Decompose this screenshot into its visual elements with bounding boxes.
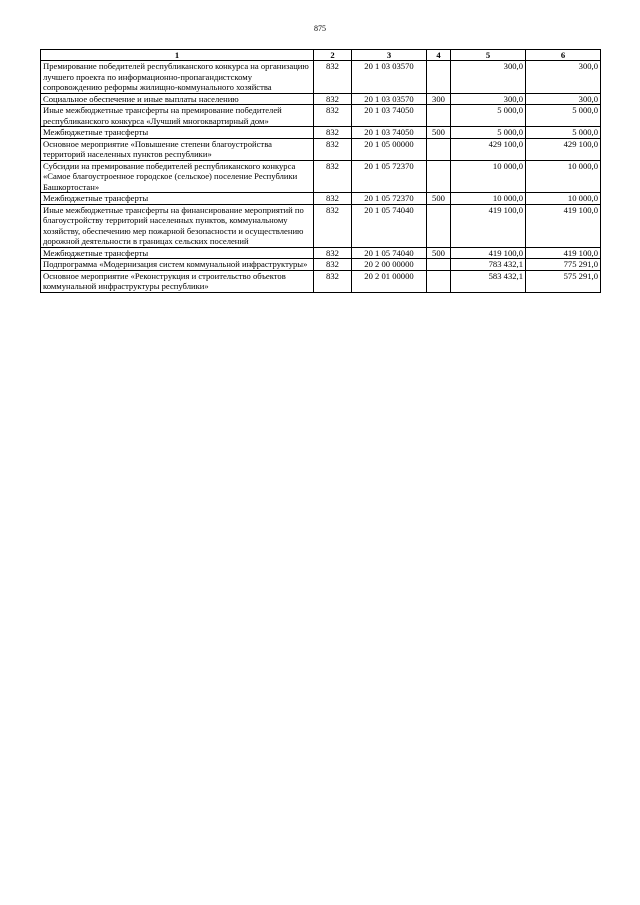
row-expense-type-cell: 300: [427, 93, 451, 105]
row-name-cell: Основное мероприятие «Реконструкция и строительство объектов коммунальной инфраструктуры республики»: [41, 270, 314, 292]
row-target-code-cell: 20 1 05 74040: [352, 247, 427, 259]
table-row: [41, 105, 601, 127]
row-name-cell: Межбюджетные трансферты: [41, 127, 314, 139]
row-target-code-cell: 20 1 05 00000: [352, 138, 427, 160]
row-ved-code-cell: 832: [314, 270, 352, 292]
table-row: [41, 259, 601, 271]
row-amount-col6-cell: 5 000,0: [526, 105, 601, 127]
row-ved-code-cell: 832: [314, 138, 352, 160]
table-row: [41, 193, 601, 205]
page-number: 875: [314, 24, 326, 33]
row-expense-type-cell: [427, 105, 451, 127]
row-name-cell: Премирование победителей республиканского конкурса на организацию лучшего проекта по информационно-пропагандистскому сопровождению реформы жилищно-коммунального хозяйства: [41, 61, 314, 94]
row-target-code-cell: 20 2 00 00000: [352, 259, 427, 271]
row-name-cell: Межбюджетные трансферты: [41, 193, 314, 205]
table-row: [41, 93, 601, 105]
row-amount-col6-cell: 10 000,0: [526, 193, 601, 205]
row-target-code-cell: 20 1 05 72370: [352, 160, 427, 193]
row-target-code-cell: 20 1 03 03570: [352, 61, 427, 94]
row-expense-type-cell: 500: [427, 127, 451, 139]
row-expense-type-cell: 500: [427, 247, 451, 259]
column-header-5: 5: [451, 50, 526, 61]
row-name-cell: Подпрограмма «Модернизация систем коммунальной инфраструктуры»: [41, 259, 314, 271]
row-expense-type-cell: [427, 61, 451, 94]
row-name-cell: Иные межбюджетные трансферты на премирование победителей республиканского конкурса «Лучший многоквартирный дом»: [41, 105, 314, 127]
row-amount-col5-cell: 5 000,0: [451, 105, 526, 127]
row-amount-col6-cell: 5 000,0: [526, 127, 601, 139]
row-target-code-cell: 20 2 01 00000: [352, 270, 427, 292]
row-amount-col6-cell: 429 100,0: [526, 138, 601, 160]
table-row: [41, 204, 601, 247]
column-header-2: 2: [314, 50, 352, 61]
row-expense-type-cell: [427, 160, 451, 193]
row-amount-col6-cell: 419 100,0: [526, 204, 601, 247]
table-body: [41, 61, 601, 293]
table-row: [41, 61, 601, 94]
row-amount-col5-cell: 419 100,0: [451, 247, 526, 259]
row-target-code-cell: 20 1 05 72370: [352, 193, 427, 205]
row-ved-code-cell: 832: [314, 93, 352, 105]
row-name-cell: Межбюджетные трансферты: [41, 247, 314, 259]
row-name-cell: Социальное обеспечение и иные выплаты населению: [41, 93, 314, 105]
table-row: [41, 270, 601, 292]
table-row: [41, 138, 601, 160]
row-amount-col5-cell: 300,0: [451, 61, 526, 94]
row-amount-col6-cell: 419 100,0: [526, 247, 601, 259]
row-target-code-cell: 20 1 03 74050: [352, 127, 427, 139]
row-amount-col6-cell: 775 291,0: [526, 259, 601, 271]
row-target-code-cell: 20 1 03 03570: [352, 93, 427, 105]
row-name-cell: Иные межбюджетные трансферты на финансирование мероприятий по благоустройству территорий населенных пунктов, коммунальному хозяйству, обеспечению мер пожарной безопасности и осуществлению дорожной деятельности в границах сельских поселений: [41, 204, 314, 247]
row-amount-col5-cell: 783 432,1: [451, 259, 526, 271]
row-name-cell: Основное мероприятие «Повышение степени благоустройства территорий населенных пунктов республики»: [41, 138, 314, 160]
row-ved-code-cell: 832: [314, 160, 352, 193]
row-expense-type-cell: [427, 204, 451, 247]
row-name-cell: Субсидии на премирование победителей республиканского конкурса «Самое благоустроенное городское (сельское) поселение Республики Башкортостан»: [41, 160, 314, 193]
row-ved-code-cell: 832: [314, 127, 352, 139]
budget-table: [40, 49, 601, 293]
row-amount-col5-cell: 429 100,0: [451, 138, 526, 160]
table-row: [41, 127, 601, 139]
table-header-row: [41, 50, 601, 61]
row-ved-code-cell: 832: [314, 259, 352, 271]
row-ved-code-cell: 832: [314, 61, 352, 94]
row-amount-col5-cell: 5 000,0: [451, 127, 526, 139]
row-expense-type-cell: [427, 259, 451, 271]
row-amount-col6-cell: 300,0: [526, 61, 601, 94]
row-amount-col6-cell: 575 291,0: [526, 270, 601, 292]
table-row: [41, 160, 601, 193]
row-expense-type-cell: [427, 270, 451, 292]
column-header-3: 3: [352, 50, 427, 61]
row-amount-col5-cell: 10 000,0: [451, 160, 526, 193]
row-amount-col5-cell: 419 100,0: [451, 204, 526, 247]
table-row: [41, 247, 601, 259]
row-ved-code-cell: 832: [314, 193, 352, 205]
row-amount-col5-cell: 583 432,1: [451, 270, 526, 292]
column-header-1: 1: [41, 50, 314, 61]
row-amount-col6-cell: 10 000,0: [526, 160, 601, 193]
row-ved-code-cell: 832: [314, 204, 352, 247]
column-header-4: 4: [427, 50, 451, 61]
row-expense-type-cell: [427, 138, 451, 160]
row-amount-col5-cell: 10 000,0: [451, 193, 526, 205]
row-amount-col5-cell: 300,0: [451, 93, 526, 105]
row-target-code-cell: 20 1 03 74050: [352, 105, 427, 127]
row-expense-type-cell: 500: [427, 193, 451, 205]
column-header-6: 6: [526, 50, 601, 61]
row-target-code-cell: 20 1 05 74040: [352, 204, 427, 247]
row-amount-col6-cell: 300,0: [526, 93, 601, 105]
row-ved-code-cell: 832: [314, 247, 352, 259]
row-ved-code-cell: 832: [314, 105, 352, 127]
